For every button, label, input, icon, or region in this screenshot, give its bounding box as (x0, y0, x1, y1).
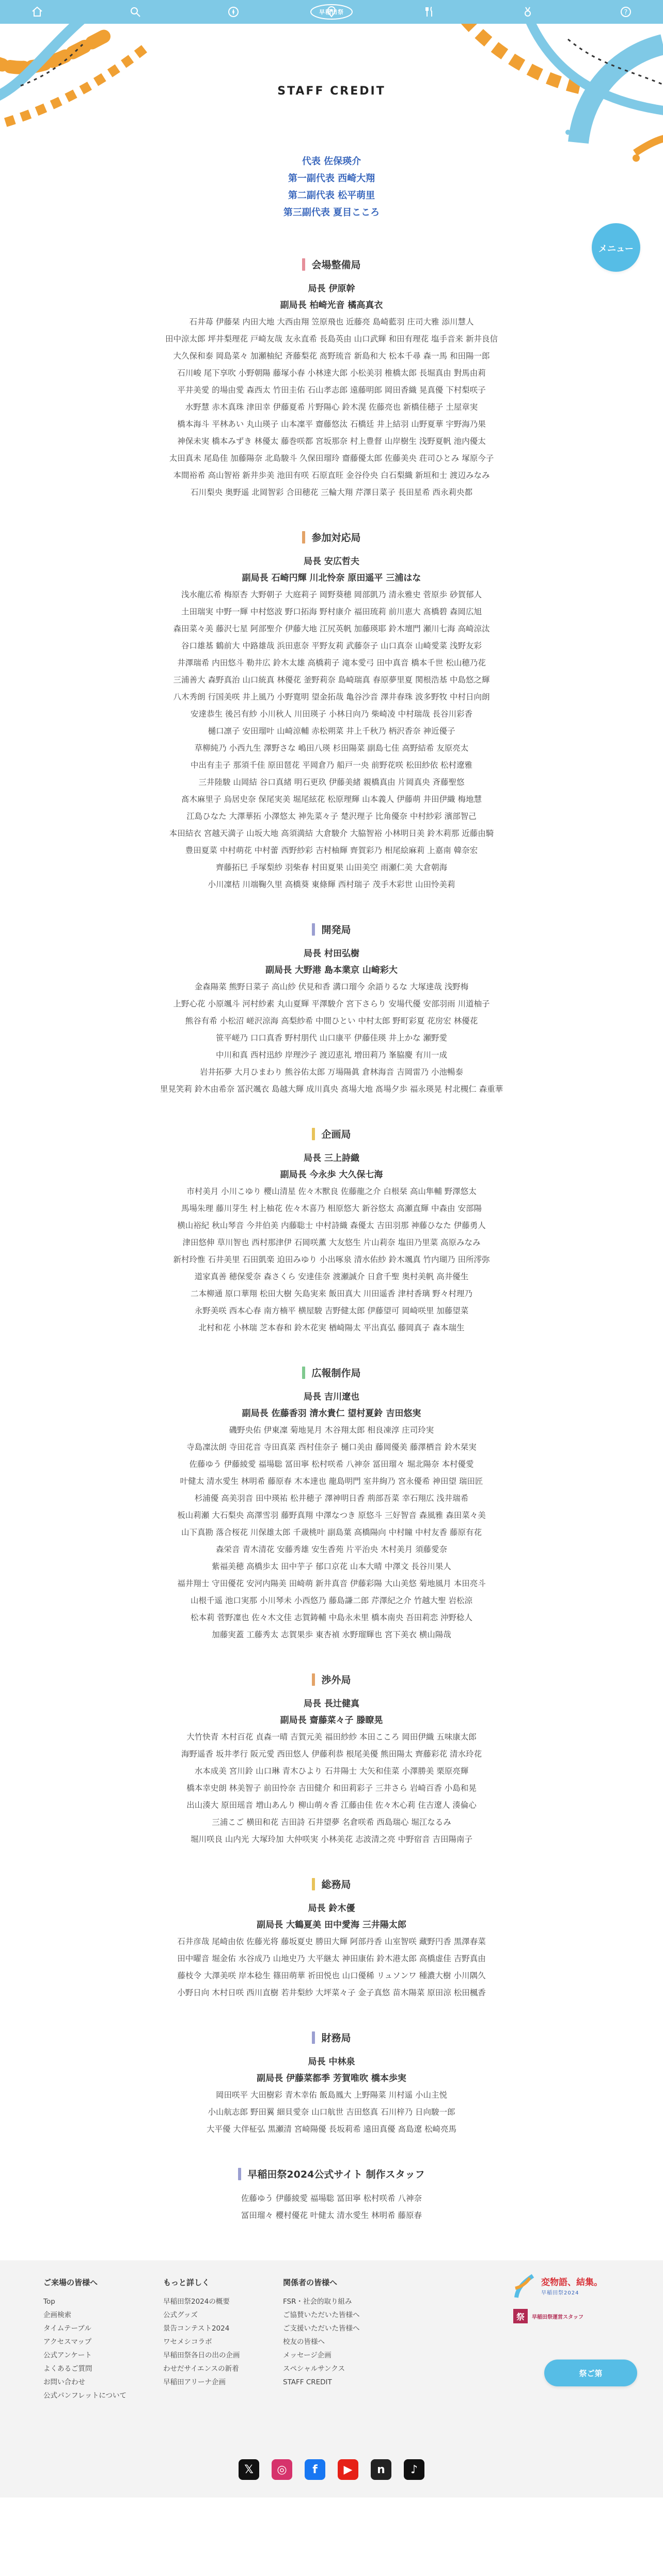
credit-section (48, 530, 615, 893)
name-line: 水野慧 赤木真珠 津田幸 伊藤夏希 片野陽心 鈴木滉 佐藤亮也 新橋佳穂子 土屋章実 (185, 402, 478, 412)
section-title-text: 早稲田祭2024公式サイト 制作スタッフ (247, 2169, 425, 2180)
section-title (302, 1365, 360, 1379)
name-line: 二本柳通 原口華翔 松田大樹 矢島実来 飯田真大 川田遥香 津村香璃 野々村理乃 (191, 1289, 472, 1298)
name-line: 土田瑞実 中野一輝 中村悠波 野口拓海 野村康介 福田琉莉 前川恵大 髙橋碧 森岡広旭 (181, 607, 482, 616)
footer-link[interactable]: ご支援いただいた皆様へ (283, 2324, 360, 2333)
name-line: 上野心花 小原颯斗 河村紗素 丸山夏輝 平澤駿介 宮下さらり 安場代優 安部羽雨 川道柚子 (173, 999, 490, 1008)
compass-icon[interactable] (226, 5, 241, 19)
name-line: 安達恭生 後呂有紗 小川秋人 川田瑛子 小林日向乃 柴崎凌 中村瑞哉 長谷川彩香 (191, 709, 472, 719)
section-title (312, 2030, 351, 2044)
name-line: 江島ひなた 大澤華拓 小澤悠太 神先菜々子 楚沢理子 比角優奈 中村紗彩 濱部智己 (186, 812, 477, 821)
name-line: 豊田夏菜 中村萌花 中村蕾 西野紗彩 吉村柚輝 齊賀彩乃 相尾絵麻莉 上嘉南 韓奈宏 (185, 846, 478, 855)
section-accent-bar (312, 2031, 315, 2044)
section-title-text: 企画局 (321, 1129, 351, 1140)
x-icon[interactable]: 𝕏 (239, 2459, 259, 2480)
name-line: 小山航志郎 野田翼 細貝愛奈 山口航世 吉田悠真 石川梓乃 日向駿一郎 (208, 2107, 455, 2117)
section-title (312, 1672, 351, 1686)
name-line: 本田結衣 宮越天満子 山坂大地 高須満結 大倉駿介 大脇智裕 小林明日美 鈴木莉那 近藤由騎 (169, 829, 494, 838)
section-title-text: 渉外局 (321, 1674, 351, 1686)
site-footer (0, 2260, 663, 2497)
credit-section (48, 2167, 615, 2224)
name-line: 金森陽菜 熊野日菜子 高山紗 伏見和香 溝口瑠今 余語りるな 大塚達哉 浅野梅 (194, 982, 469, 991)
leader-name: 第一副代表 西崎大翔 (288, 173, 375, 184)
name-line: 磯野央佑 伊東凜 菊地晃月 木谷翔太郎 相良凍淳 庄司玲実 (229, 1425, 434, 1435)
role-heading: 副局長 石崎円輝 川北怜奈 原田遥平 三浦はな (242, 573, 421, 583)
role-heading: 副局長 大野港 島本業京 山崎彩大 (265, 965, 398, 975)
name-line: 神保未実 橋本みずき 林優太 藤巻咲都 宮坂那奈 村上豊督 山岸樹生 浅野夏帆 池内優太 (177, 437, 486, 446)
name-line: 大竹快青 木村百花 貞森一晴 吉賀元美 福田紗紗 本田こころ 岡田伊織 五味康太郎 (186, 1732, 477, 1742)
food-icon[interactable] (422, 5, 437, 19)
footer-link[interactable]: わせだサイエンスの新着 (163, 2365, 239, 2373)
role-heading: 局長 村田弘樹 (304, 949, 359, 959)
brand-sub-text: 早稲田祭2024 (541, 2290, 579, 2296)
credit-section (48, 257, 615, 501)
name-line: 佐藤ゆう 伊藤綾愛 福場聡 冨田寧 松村咲希 八神奈 冨田瑠々 堀北陽奈 本村優愛 (189, 1460, 474, 1469)
name-line: 市村美月 小川こゆり 櫻山清星 佐々木獸良 佐藤龍之介 白根栞 高山隼輔 野澤悠太 (186, 1187, 477, 1196)
name-line: 髙木麻里子 烏居史奈 保尾実美 堀尾絃花 松原理輝 山本義人 伊藤萌 井田伊織 梅地慧 (181, 795, 482, 804)
role-heading: 副局長 齋藤菜々子 滕瞭晃 (280, 1715, 383, 1726)
hero-header (0, 24, 663, 254)
return-button[interactable]: 祭ご第 (544, 2360, 637, 2386)
name-line: 藤枝令 大澤美咲 岸本稔生 篠田萌華 祈田悦也 山口優稀 リュソンワ 種濃大樹 小川隅久 (177, 1971, 486, 1980)
footer-link[interactable]: 早稲田アリーナ企画 (163, 2378, 226, 2386)
name-line: 太田真未 尾島佳 加藤陽奈 北島駿斗 久保田瑠玲 齋藤優太郎 佐藤美央 荘司ひとみ 塚原今子 (169, 454, 494, 463)
name-line: 海野遥香 坂井孝行 阪元愛 西田悠人 伊藤利恭 根尾美優 熊田陽太 齊藤彩花 清水玲花 (181, 1749, 482, 1759)
name-line: 杉浦優 高美羽音 田中瑛祐 松井穂子 澤神明日香 荊部吾菜 幸石翔広 浅井瑞希 (194, 1494, 469, 1503)
brand-main-text: 変物語、結集。 (541, 2277, 603, 2288)
name-line: 岡田咲平 大田樹彩 青木幸佑 飯島鳳大 上野陽菜 川村遥 小山主悦 (215, 2090, 448, 2100)
section-accent-bar (302, 258, 305, 271)
section-accent-bar (302, 531, 305, 544)
name-line: 石川峻 尾下享吹 小野朝陽 藤塚小春 小林達大郎 小松美羽 椎橋太郎 長堀真由 對馬由莉 (177, 368, 486, 378)
name-line: 大久保和泰 岡島菜々 加瀬柚紀 斉藤梨花 髙野琉音 新島和大 松本千尋 森一馬 和田陽一郎 (173, 351, 490, 361)
footer-link[interactable]: Top (43, 2298, 55, 2306)
section-title-text: 広報制作局 (311, 1368, 361, 1379)
name-line: 山下真勘 落合桜花 川保雄太郎 千歳桃叶 副島葉 高橋陽向 中村瞳 中村友香 藤原有花 (181, 1528, 482, 1537)
organizer-logo[interactable] (513, 2309, 627, 2323)
name-line: 本間裕希 高山智裕 新井歩美 池田有咲 石原直旺 金谷伶央 白石梨織 新垣和士 渡辺みなみ (173, 471, 490, 480)
name-line: 八木秀朗 行国美咲 井上風乃 小野寛明 望金拓哉 亀谷沙音 澤井春珠 波多野牧 中村日向朗 (173, 692, 490, 702)
name-line: 井澤瑞希 内田悠斗 勒井広 鈴木太雄 高橋莉子 滝本愛弓 田中真音 橋本千世 松山穂乃花 (177, 658, 486, 668)
name-line: 山根千遥 池口実那 小川琴未 小西悠乃 藤島謙二郎 芹澤紀之介 竹越大聖 岩松涼 (191, 1596, 472, 1605)
credit-section (48, 1365, 615, 1643)
footer-link[interactable]: 公式アンケート (43, 2351, 92, 2360)
section-title-text: 参加対応局 (311, 532, 361, 544)
organizer-text: 早稲田祭運営スタッフ (532, 2314, 583, 2320)
footer-link[interactable]: タイムテーブル (43, 2324, 91, 2333)
name-line: 加藤実蓋 工藤秀太 志賀果歩 東杏禎 水野瑠輝也 宮下美衣 横山陽哉 (212, 1630, 451, 1639)
medal-icon[interactable] (520, 5, 535, 19)
footer-link[interactable]: 早稲田祭各日の出の企画 (163, 2351, 240, 2360)
name-line: 横山裕紀 秋山琴音 今井伯美 内藤聡士 中村詩織 森優太 吉田羽那 神藤ひなた 伊藤勇人 (177, 1221, 486, 1230)
section-accent-bar (312, 1878, 315, 1890)
footer-link[interactable]: お問い合わせ (43, 2378, 85, 2386)
name-line: 板山莉瀬 大石梨央 高澤雪羽 藤野真翔 中澤なつき 原悠斗 三好智音 森風雅 森田菜々美 (177, 1511, 486, 1520)
name-line: 寺島凜汰朗 寺田花音 寺田真菜 西村佳奈子 樋口美由 藤岡優美 藤澤栖音 鈴木栞実 (186, 1442, 477, 1452)
name-line: 草柳純乃 小西九生 澤野さな 嶋田八瑛 杉田陽菜 副島七佳 高野結希 友原亮太 (194, 743, 469, 753)
role-heading: 副局長 伊藤菜都季 芳賀唯吹 橋本歩実 (257, 2073, 406, 2084)
footer-link[interactable]: 景告コンテスト2024 (163, 2324, 230, 2333)
credit-section (48, 1877, 615, 2001)
leader-name: 代表 佐保瑛介 (302, 156, 361, 167)
festival-mark-icon (513, 2273, 536, 2300)
section-title (238, 2167, 424, 2181)
site-logo-text: 早稲田祭 (319, 9, 344, 15)
role-heading: 局長 伊原幹 (308, 284, 355, 294)
festival-logo[interactable] (513, 2273, 627, 2300)
role-heading: 副局長 柏崎光音 橘高真衣 (280, 300, 383, 311)
leader-name: 第三副代表 夏目こころ (283, 207, 380, 218)
search-icon[interactable] (128, 5, 143, 19)
section-accent-bar (302, 1367, 305, 1379)
name-line: 永野美咲 西本心春 南方楠平 横屋駿 吉野健太郎 伊藤望可 岡崎咲里 加藤望菜 (194, 1306, 469, 1315)
name-line: 橋本海斗 平林あい 丸山瑛子 山本凜平 齋藤悠汰 石橋廷 井上結羽 山野夏華 宇野海乃果 (177, 420, 486, 429)
home-icon[interactable] (30, 5, 44, 19)
role-heading: 局長 吉川遼也 (304, 1392, 359, 1402)
name-line: 出山湊大 原田瑶音 増山あんり 柳山萌々香 江藤由佳 佐々木心莉 住吉遼人 湊倫心 (186, 1801, 477, 1810)
name-line: 岩井拓夢 大月ひまわり 熊谷佑太郎 万場陽眞 倉林海音 吉岡雷乃 小池暢泰 (199, 1067, 464, 1077)
name-line: 松本莉 菅野凜也 佐々木文佳 志賀鋳輔 中島永未里 橋本南央 吾田莉恋 沖野稔人 (191, 1613, 472, 1622)
name-line: 田中曜音 堀金佑 水谷成乃 山地史乃 大平継太 神田康佑 鈴木港太郎 高橋虚佳 吉野真由 (177, 1954, 486, 1963)
role-heading: 局長 中林泉 (308, 2057, 355, 2067)
section-title-text: 開発局 (321, 924, 351, 936)
section-title (302, 530, 360, 544)
footer-link[interactable]: よくあるご質問 (43, 2365, 92, 2373)
role-heading: 局長 長辻健真 (304, 1699, 359, 1709)
site-logo[interactable] (309, 3, 354, 21)
name-line: 水本成美 宮川鈴 山口琳 青木ひより 石井陽士 大矢和佳菜 小澤勝美 栗原亮輝 (194, 1766, 469, 1776)
credit-section (48, 1127, 615, 1337)
footer-link[interactable]: スペシャルサンクス (283, 2365, 345, 2373)
footer-column (283, 2277, 403, 2402)
role-heading: 副局長 今永歩 大久保七海 (280, 1170, 383, 1180)
footer-column (43, 2277, 163, 2402)
name-line: 石井彦哉 尾崎由依 佐藤光将 藤坂夏史 勝田大輝 阿部丹香 山室智咲 藏野円香 黒澤春菜 (177, 1937, 486, 1946)
name-line: 平井美愛 的場由愛 森西太 竹田圭佑 石山孝志郎 遠藤明郎 岡田香織 晃真優 下村梨咲子 (177, 385, 486, 395)
page-title: STAFF CREDIT (277, 85, 386, 98)
name-line: 堀川咲良 山内光 大塚玲加 大仲咲実 小林美花 志波清之亮 中野宿音 吉田陽南子 (191, 1835, 472, 1844)
credit-section (48, 2030, 615, 2138)
name-line: 紫福美穂 高橋歩太 田中芋子 郁口京花 山本大晴 中澤文 長谷川果人 (212, 1562, 451, 1571)
name-line: 里見笑莉 鈴木由希奈 冨沢颯衣 島越大輝 成川真央 髙場大地 髙場夕歩 福永瑛晃 村北槻仁 森重華 (160, 1084, 503, 1094)
note-icon[interactable]: n (371, 2459, 391, 2480)
credit-section (48, 1672, 615, 1848)
name-line: 新村玲惟 石井美里 石田凱楽 迫田みゆり 小出啄泉 清水佑紗 鈴木颯真 竹内瑚乃 田所澪弥 (173, 1255, 490, 1264)
name-line: 冨田瑠々 櫻村優花 叶健太 清水愛生 林明希 藤原春 (241, 2211, 422, 2220)
footer-link[interactable]: STAFF CREDIT (283, 2378, 332, 2386)
footer-link[interactable]: 校友の皆様へ (283, 2338, 325, 2346)
footer-column-title: 関係者の皆様へ (283, 2278, 338, 2287)
section-accent-bar (312, 1128, 315, 1140)
footer-column-title: もっと詳しく (163, 2278, 210, 2287)
section-title (302, 257, 360, 271)
name-line: 大平優 大伴柾弘 黒瀬清 宮崎陽優 長坂莉希 遠田真優 髙島遼 松崎亮馬 (207, 2124, 456, 2134)
credits-list (0, 257, 663, 2260)
name-line: 三浦善大 森野真治 山口統真 林優花 釜野莉奈 島崎瑞真 春原夢里夏 関根浩基 中島悠之輝 (173, 675, 490, 685)
section-title-text: 会場整備局 (311, 259, 361, 271)
name-line: 馬場朱理 藤川芽生 村上柚花 佐々木喜乃 相原悠大 新谷悠太 高瀬直輝 中森由 安部陽 (181, 1204, 482, 1213)
name-line: 齊藤拓巳 手塚梨紗 羽柴春 村田夏果 山田美空 雨瀬仁美 大倉朝海 (215, 863, 448, 872)
name-line: 三浦こご 横田和花 吉田詩 石井望夢 名倉咲希 西島瑞心 堀江なるみ (212, 1818, 451, 1827)
role-heading: 副局長 大鶴夏美 田中愛海 三井陽太郎 (257, 1920, 406, 1930)
name-line: 森田菜々美 藤沢七星 阿部聖介 伊藤大地 江尻英帆 加藤瑛耶 鈴木壇門 瀬川七海 高崎涼汰 (173, 624, 490, 633)
tiktok-icon[interactable]: ♪ (404, 2459, 424, 2480)
name-line: 中出有圭子 那須千佳 原田琶花 平岡倉乃 船戸一央 前野花咲 松田紗依 松村遼雅 (191, 761, 472, 770)
footer-link[interactable]: 公式パンフレットについて (43, 2392, 127, 2400)
name-line: 道家真善 穂保愛奈 森さくら 安達佳奈 渡瀬誠介 日倉千聖 奥村美帆 高井優生 (194, 1272, 469, 1281)
footer-link[interactable]: ワセメシコラボ (163, 2338, 212, 2346)
section-title-text: 総務局 (321, 1879, 351, 1890)
name-line: 森栄音 青木清花 安藤秀雄 安生香苑 片平治央 木村美月 須藤愛奈 (215, 1545, 448, 1554)
svg-text:?: ? (624, 9, 628, 17)
role-heading: 局長 三上詩織 (304, 1153, 359, 1163)
name-line: 浅水龍広希 梅原杏 大野朝子 大庭莉子 岡野葵穂 岡部凱乃 清永雅史 菅原歩 砂賀郁人 (181, 590, 482, 599)
facebook-icon[interactable]: f (305, 2459, 325, 2480)
section-title (312, 1877, 351, 1891)
section-title (312, 922, 351, 936)
role-heading: 局長 安広哲夫 (304, 556, 359, 567)
name-line: 谷口雄基 鶴前大 中路雄哉 浜田恵奈 平野友莉 武藤奈子 山口真奈 山崎愛菜 浅野友彩 (181, 641, 482, 650)
name-line: 小野日向 木村日咲 西川直樹 若井梨紗 大坪菜々子 金子真悠 苗木陽菜 原田涼 松田楓香 (177, 1988, 486, 1997)
name-line: 叶健太 清水愛生 林明希 藤原春 木本達也 龍島明門 室井絢乃 宮永優希 神田望 瑞田匠 (180, 1477, 483, 1486)
section-accent-bar (238, 2168, 241, 2180)
footer-link[interactable]: ご協賛いただいた皆様へ (283, 2311, 360, 2319)
organizer-mark: 祭 (513, 2309, 528, 2323)
name-line: 笹平嵯乃 口口真香 野村朋代 山口康平 伊藤佳瑛 井上かな 瀬野愛 (215, 1033, 448, 1043)
footer-link[interactable]: アクセスマップ (43, 2338, 92, 2346)
name-line: 石井苺 伊藤栞 内田大地 大西由翔 笠原飛也 近藤亮 島崎藍羽 庄司大雅 添川慧人 (189, 317, 474, 327)
name-line: 橋本幸史朗 林美智子 前田怜奈 吉田健介 和田莉彩子 三井さら 岩崎百香 小島和晃 (186, 1783, 477, 1793)
footer-brand (493, 2273, 627, 2323)
name-line: 津田悠伸 草川智也 西村那津伊 石岡咲薫 大友悠生 片山莉奈 塩田乃里菜 高原みなみ (182, 1238, 481, 1247)
instagram-icon[interactable]: ◎ (272, 2459, 292, 2480)
footer-column (163, 2277, 283, 2402)
name-line: 小川凜桔 川端鞠久里 高橋葵 東條輝 西村瑞子 茂手木彩世 山田怜美莉 (208, 880, 455, 889)
social-links (43, 2459, 620, 2497)
footer-link[interactable]: メッセージ企画 (283, 2351, 332, 2360)
name-line: 福井翔士 守田優花 安河内陽美 田崎萌 新井真音 伊藤彩陽 大山美悠 菊地風月 本田亮斗 (177, 1579, 486, 1588)
leaders-list (0, 153, 663, 221)
credit-section (48, 922, 615, 1098)
top-nav-bar (0, 0, 663, 24)
name-line: 熊谷有希 小松沼 嵯沢涼海 高梨紗希 中間ひとい 中村太郎 野町彩夏 花房宏 林優花 (185, 1016, 478, 1026)
role-heading: 副局長 佐藤香羽 清水貴仁 望村夏鈴 吉田悠実 (242, 1408, 421, 1419)
role-heading: 局長 鈴木優 (308, 1903, 355, 1914)
name-line: 佐藤ゆう 伊藤綾愛 福場聡 冨田寧 松村咲希 八神奈 (241, 2194, 422, 2203)
footer-column-title: ご来場の皆様へ (43, 2278, 98, 2287)
name-line: 石川梨央 奥野遥 北岡智彩 合田穂花 三輪大翔 芹澤日菜子 長田星希 西永莉央都 (191, 488, 472, 497)
name-line: 三井陸駿 山岡結 谷口真緒 明石更玖 伊藤美緒 親橋真由 片岡真央 斉藤聖悠 (198, 778, 465, 787)
help-icon[interactable] (619, 5, 633, 19)
footer-link[interactable]: 早稲田祭2024の概要 (163, 2298, 230, 2306)
footer-link[interactable]: 企画検索 (43, 2311, 71, 2319)
menu-button[interactable]: メニュー (592, 223, 640, 272)
name-line: 田中涼太郎 坪井梨理花 戸崎友哉 友永直希 長島英由 山口武輝 和田有理花 塩手音来 新井良信 (165, 334, 498, 344)
credits-bottom-spacer (0, 2224, 663, 2260)
section-title-text: 財務局 (321, 2032, 351, 2044)
name-line: 樋口凛子 安田瑠叶 山崎涼輔 赤松朔菜 井上千秋乃 柄沢香奈 神近優子 (208, 726, 455, 736)
section-title (312, 1127, 351, 1141)
leader-name: 第二副代表 松平萌里 (288, 190, 375, 201)
section-accent-bar (312, 1673, 315, 1686)
name-line: 北村和花 小林瑞 芝本春和 鈴木花実 楢崎陽太 平出真弘 藤岡真子 森本瑞生 (198, 1323, 465, 1332)
name-line: 中川和真 西村迅紗 岸理沙子 渡辺恵礼 増田莉乃 峯脇慶 有川一成 (215, 1050, 448, 1060)
youtube-icon[interactable]: ▶ (338, 2459, 358, 2480)
footer-link[interactable]: FSR・社会的取り組み (283, 2298, 352, 2306)
section-accent-bar (312, 923, 315, 936)
footer-link[interactable]: 公式グッズ (163, 2311, 198, 2319)
